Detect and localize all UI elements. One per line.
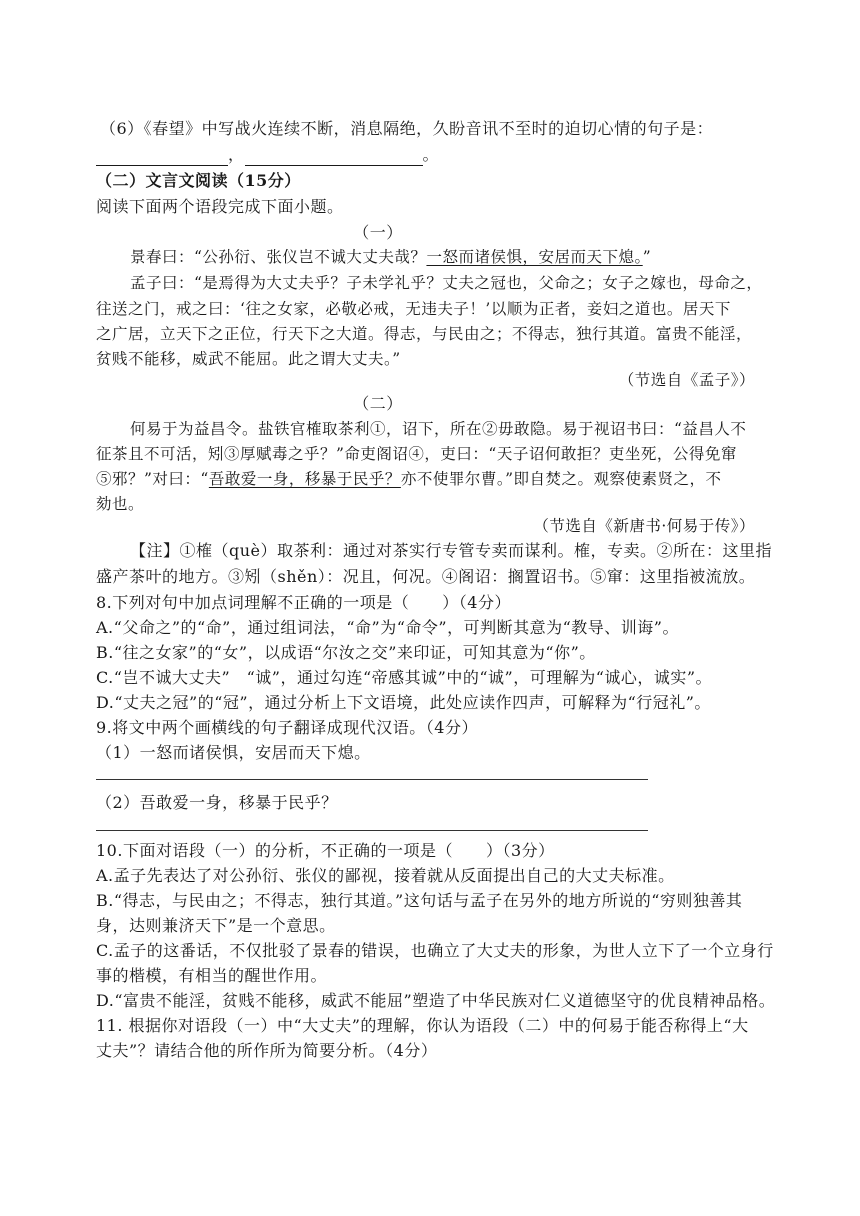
passage1-p1-underlined: 一怒而诸侯惧，安居而天下熄。 bbox=[426, 248, 643, 266]
passage1-para1 bbox=[130, 246, 651, 268]
q9-stem: 9.将文中两个画横线的句子翻译成现代汉语。（4分） bbox=[96, 718, 478, 737]
q9-sentence-1: （1）一怒而诸侯惧，安居而天下熄。 bbox=[96, 743, 371, 762]
passage1-line: 孟子曰：“是焉得为大丈夫乎？子未学礼乎？丈夫之冠也，父命之；女子之嫁也，母命之， bbox=[130, 274, 763, 292]
note-line: 【注】①榷（què）取茶利：通过对茶实行专管专卖而谋利。榷，专卖。②所在：这里指 bbox=[130, 541, 773, 560]
passage1-p1-lead: 景春曰：“公孙衍、张仪岂不诚大丈夫哉？ bbox=[130, 248, 427, 266]
q6-separator: ， bbox=[228, 145, 245, 164]
passage2-line: 征茶且不可活，矧③厚赋毒之乎？”命吏阁诏④，吏曰：“天子诏何敢拒？吏坐死，公得免窜 bbox=[96, 445, 737, 463]
q10-stem: 10.下面对语段（一）的分析，不正确的一项是（ ）（3分） bbox=[96, 841, 555, 860]
passage1-line: 贫贱不能移，威武不能屈。此之谓大丈夫。” bbox=[96, 350, 401, 368]
passage2-mark: （二） bbox=[353, 394, 403, 413]
passage2-line: 何易于为益昌令。盐铁官榷取茶利①，诏下，所在②毋敢隐。易于视诏书曰：“益昌人不 bbox=[130, 420, 747, 438]
q10-option-b-cont: 身，达则兼济天下”是一个意思。 bbox=[96, 916, 336, 935]
section-heading: （二）文言文阅读（15分） bbox=[96, 171, 301, 190]
q11-line: 丈夫”？请结合他的所作所为简要分析。（4分） bbox=[96, 1041, 438, 1060]
q6-end: 。 bbox=[422, 145, 440, 164]
q11-line: 11. 根据你对语段（一）中“大丈夫”的理解，你认为语段（二）中的何易于能否称得上“大 bbox=[96, 1016, 749, 1035]
passage2-line3 bbox=[96, 468, 722, 490]
note-line: 盛产茶叶的地方。③矧（shěn）：况且，何况。④阁诏：搁置诏书。⑤窜：这里指被流放。 bbox=[96, 567, 756, 586]
passage2-line3-a: ⑤邪？”对曰：“ bbox=[96, 470, 209, 488]
passage1-p1-tail: ” bbox=[642, 248, 652, 266]
q6-blank-2[interactable] bbox=[245, 149, 423, 166]
q6-blank-1[interactable] bbox=[96, 149, 228, 166]
section-instruction: 阅读下面两个语段完成下面小题。 bbox=[96, 197, 344, 216]
q8-option-c[interactable]: C.“岂不诚大丈夫” “诚”，通过勾连“帝感其诚”中的“诚”，可理解为“诚心，诚实”。 bbox=[96, 668, 713, 687]
q10-option-c[interactable]: C.孟子的这番话，不仅批驳了景春的错误，也确立了大丈夫的形象，为世人立下了一个立身行 bbox=[96, 941, 774, 960]
passage2-line: 劾也。 bbox=[96, 495, 145, 513]
q6-prompt: （6）《春望》中写战火连续不断，消息隔绝，久盼音讯不至时的迫切心情的句子是： bbox=[100, 119, 714, 138]
passage1-mark: （一） bbox=[353, 223, 403, 242]
q8-option-a[interactable]: A.“父命之”的“命”，通过组词法，“命”为“命令”，可判断其意为“教导、训诲”。 bbox=[96, 618, 679, 637]
passage2-source: （节选自《新唐书·何易于传》） bbox=[533, 517, 755, 535]
q8-option-b[interactable]: B.“往之女家”的“女”，以成语“尔汝之交”来印证，可知其意为“你”。 bbox=[96, 643, 596, 662]
q8-stem: 8.下列对句中加点词理解不正确的一项是（ ）（4分） bbox=[96, 593, 511, 612]
q6-answer-row bbox=[96, 144, 439, 166]
q8-option-d[interactable]: D.“丈夫之冠”的“冠”，通过分析上下文语境，此处应读作四声，可解释为“行冠礼”。 bbox=[96, 693, 711, 712]
q9-answer-line-1[interactable] bbox=[96, 779, 648, 780]
q10-option-b[interactable]: B.“得志，与民由之；不得志，独行其道。”这句话与孟子在另外的地方所说的“穷则独善其 bbox=[96, 891, 743, 910]
passage1-line: 之广居，立天下之正位，行天下之大道。得志，与民由之；不得志，独行其道。富贵不能淫， bbox=[96, 325, 753, 343]
passage1-line: 往送之门，戒之曰：‘往之女家，必敬必戒，无违夫子！’以顺为正者，妾妇之道也。居天下 bbox=[96, 300, 731, 318]
q10-option-a[interactable]: A.孟子先表达了对公孙衍、张仪的鄙视，接着就从反面提出自己的大丈夫标准。 bbox=[96, 866, 675, 885]
passage1-source: （节选自《孟子》） bbox=[618, 371, 755, 389]
q10-option-d[interactable]: D.“富贵不能淫，贫贱不能移，威武不能屈”塑造了中华民族对仁义道德坚守的优良精神品格。 bbox=[96, 991, 776, 1010]
q9-sentence-2: （2）吾敢爱一身，移暴于民乎？ bbox=[96, 793, 338, 812]
q10-option-c-cont: 事的楷模，有相当的醒世作用。 bbox=[96, 966, 328, 985]
q9-answer-line-2[interactable] bbox=[96, 830, 648, 831]
passage2-line3-b: 亦不使罪尔曹。”即自焚之。观察使素贤之，不 bbox=[400, 470, 722, 488]
passage2-underlined: 吾敢爱一身，移暴于民乎？ bbox=[208, 470, 401, 488]
